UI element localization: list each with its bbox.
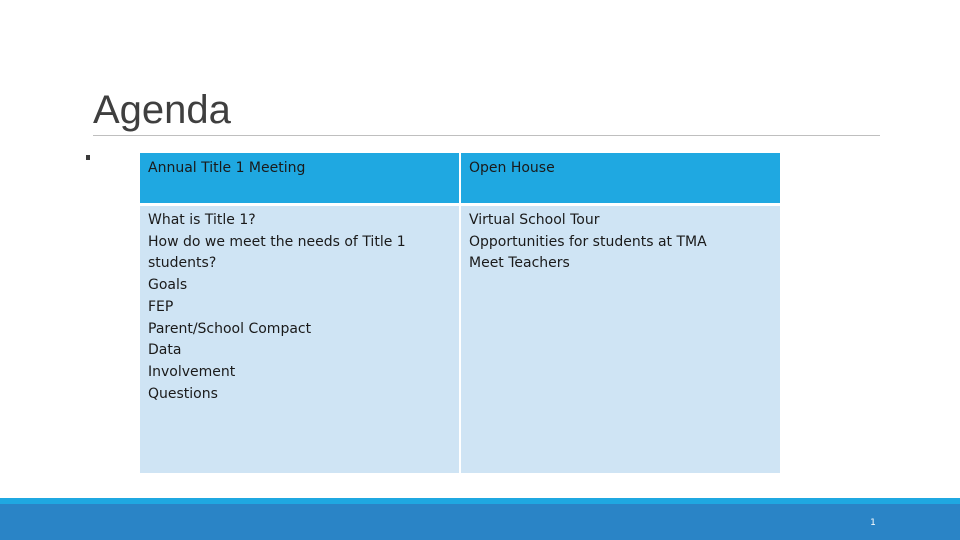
table-header-annual-meeting: Annual Title 1 Meeting [140,153,460,205]
list-item: Data [148,342,182,359]
slide-title: Agenda [93,88,231,132]
table-row [140,205,780,474]
list-item: students? [148,255,217,272]
list-item: Virtual School Tour [469,212,600,228]
table-header-row [140,153,780,205]
list-item: Goals [148,277,188,294]
list-item: FEP [148,298,174,315]
list-item: Involvement [148,363,236,380]
list-item: What is Title 1? [148,212,256,228]
list-item: Meet Teachers [469,255,570,272]
title-divider [93,135,880,136]
list-item: Opportunities for students at TMA [469,233,707,250]
open-house-items-cell [460,205,780,474]
annual-meeting-items-cell [140,205,460,474]
list-item: Questions [148,385,218,402]
bullet-marker [86,155,90,160]
footer-bar [0,504,960,540]
table-header-open-house: Open House [460,153,780,205]
slide-number: 1 [870,518,876,528]
list-item: Parent/School Compact [148,320,312,337]
agenda-table [140,153,780,473]
list-item: How do we meet the needs of Title 1 [148,233,406,250]
